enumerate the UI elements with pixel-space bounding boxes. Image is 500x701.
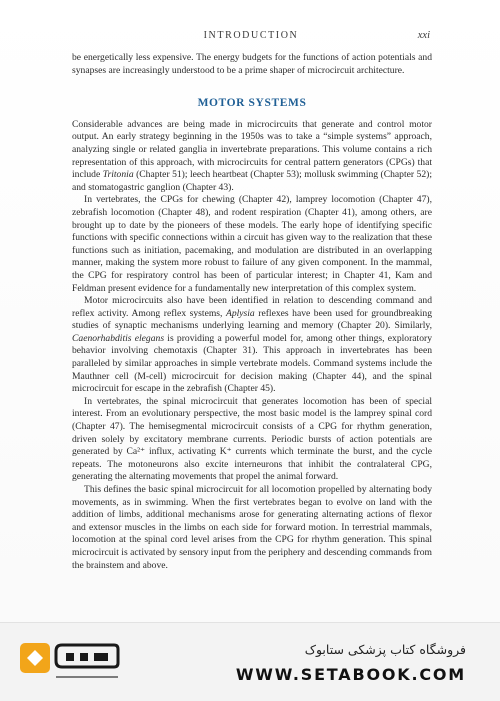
paragraph-1: Considerable advances are being made in microcircuits that generate and control motor output. An early strategy beginning in the 1950s was to take a “simple systems” approach, analyzing single or related ganglia in invertebrate preparations. This volume contains a rich representation of this approach, with microcircuits for central pattern generators (CPGs) that include Tritonia (Chapter 51); leech heartbeat (Chapter 53); mollusk swimming (Chapter 52); and stomatogastric ganglion (Chapter 43). xyxy=(72,118,432,193)
store-url[interactable]: WWW.SETABOOK.COM xyxy=(235,665,466,684)
paragraph-3: Motor microcircuits also have been identified in relation to descending command and reflex activity. Among reflex systems, Aplysia reflexes have been used for groundbreaking studies of synaptic mechanisms underlying learning and memory (Chapter 20). Similarly, Caenorhabditis elegans is providing a powerful model for, among other things, exploratory behavior involving chemotaxis (Chapter 31). This approach in invertebrates has been paralleled by similar approaches in simple vertebrate models. Command systems include the Mauthner cell (M-cell) microcircuit for decision making (Chapter 44), and the spinal microcircuit for escape in the zebrafish (Chapter 45). xyxy=(72,295,432,395)
section-heading: MOTOR SYSTEMS xyxy=(197,97,307,110)
store-name: فروشگاه کتاب پزشکی ستابوک xyxy=(304,642,466,657)
watermark-footer xyxy=(0,622,500,701)
paragraph-4: In vertebrates, the spinal microcircuit that generates locomotion has been of special interest. From an evolutionary perspective, the most basic model is the lamprey spinal cord (Chapter 47). The hemisegmental microcircuit consists of a CPG for rhythm generation, driven solely by excitatory membrane currents. Periodic bursts of action potentials are generated by Ca²⁺ influx, activating K⁺ currents which terminate the burst, and the cycle repeats. The motoneurons also excite interneurons that inhibit the contralateral CPG, generating the alternating movements that propel the animal forward. xyxy=(72,395,432,483)
paragraph-5: This defines the basic spinal microcircuit for all locomotion propelled by alternating body movements, as in swimming. When the first vertebrates began to evolve on land with the addition of limbs, additional mechanisms arose for generating alternating actions of flexor and extensor muscles in the limbs on each side for forward motion. In terrestrial mammals, locomotion at the spinal cord level arises from the CPG for rhythm generation. This spinal microcircuit is activated by sensory input from the periphery and descending commands from the brainstem and above. xyxy=(72,484,432,571)
page-body xyxy=(72,52,432,572)
paragraph-2: In vertebrates, the CPGs for chewing (Chapter 42), lamprey locomotion (Chapter 47), zebrafish locomotion (Chapter 48), and rodent respiration (Chapter 41), among others, are brought up to date by the pioneers of these models. The early hope of identifying specific functions with specific connections within a circuit has given way to the realization that these functions such as initiation, pacemaking, and modulation are distributed in an overlapping manner, making the system more robust to failure of any given component. In the mammal, the CPG for respiratory control has been of particular interest; in Chapter 41, Kam and Feldman present evidence for a fundamentally new interpretation of this complex system. xyxy=(72,194,432,294)
running-title: INTRODUCTION xyxy=(203,30,299,41)
intro-paragraph: be energetically less expensive. The energy budgets for the functions of action potentials and synapses are increasingly understood to be a prime shaper of microcircuit architecture. xyxy=(72,52,432,76)
page-number: xxi xyxy=(417,30,430,41)
running-head xyxy=(72,30,430,44)
setabook-logo[interactable] xyxy=(20,637,120,685)
